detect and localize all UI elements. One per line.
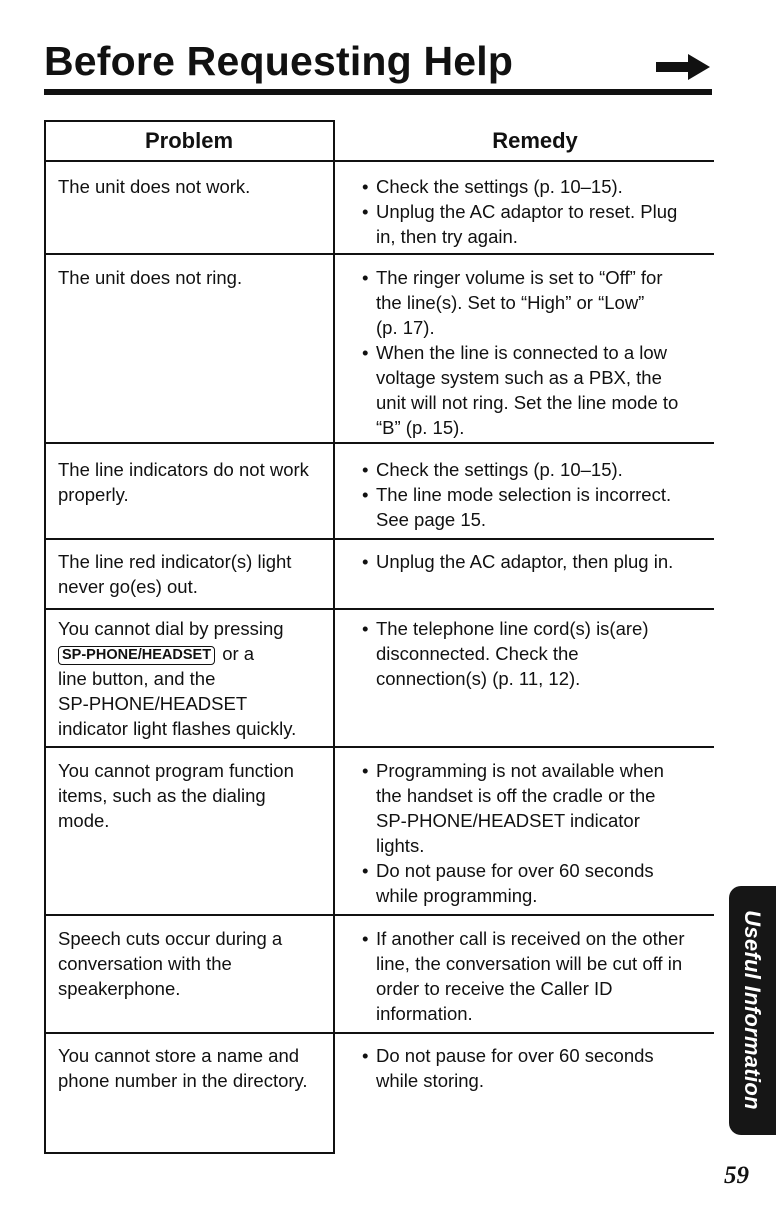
problem-text: SP-PHONE/HEADSET [58, 693, 248, 714]
problem-text: conversation with the [58, 953, 232, 974]
row-left-border [44, 442, 46, 539]
table-row-problem [58, 1043, 338, 1093]
table-row-problem [58, 926, 338, 1001]
remedy-text: while storing. [376, 1070, 484, 1091]
problem-text: phone number in the directory. [58, 1070, 308, 1091]
remedy-bullet: • The ringer volume is set to “Off” for the line(s). Set to “High” or “Low” (p. 17). [362, 265, 717, 340]
remedy-text: the line(s). Set to “High” or “Low” [376, 292, 645, 313]
remedy-bullet: • The line mode selection is incorrect. See page 15. [362, 482, 717, 532]
row-separator [44, 746, 714, 748]
row-left-border [44, 914, 46, 1033]
row-separator [44, 538, 714, 540]
remedy-bullet: • Unplug the AC adaptor, then plug in. [362, 549, 717, 574]
remedy-text: Check the settings (p. 10–15). [376, 176, 623, 197]
remedy-bullet: • Do not pause for over 60 seconds while programming. [362, 858, 717, 908]
problem-text: The unit does not work. [58, 176, 251, 197]
remedy-text: lights. [376, 835, 425, 856]
remedy-text: unit will not ring. Set the line mode to [376, 392, 679, 413]
remedy-text: line, the conversation will be cut off in [376, 953, 683, 974]
remedy-text: Do not pause for over 60 seconds [376, 1045, 654, 1066]
title-underline [44, 89, 712, 95]
remedy-bullet: • Unplug the AC adaptor to reset. Plug in, then try again. [362, 199, 717, 249]
table-row-problem [58, 549, 338, 599]
table-row-problem [58, 616, 338, 741]
remedy-text: The ringer volume is set to “Off” for [376, 267, 663, 288]
remedy-text: Programming is not available when [376, 760, 664, 781]
remedy-bullet: • The telephone line cord(s) is(are) disconnected. Check the connection(s) (p. 11, 12). [362, 616, 717, 691]
row-separator [44, 914, 714, 916]
remedy-bullet: • Do not pause for over 60 seconds while storing. [362, 1043, 717, 1093]
remedy-text: “B” (p. 15). [376, 417, 465, 438]
remedy-text: information. [376, 1003, 473, 1024]
table-row-remedy [362, 926, 717, 1026]
header-separator [44, 160, 714, 162]
problem-text: Speech cuts occur during a [58, 928, 283, 949]
remedy-text: in, then try again. [376, 226, 518, 247]
side-tab-label: Useful Information [740, 910, 765, 1110]
remedy-text: SP-PHONE/HEADSET indicator [376, 810, 640, 831]
table-row-problem [58, 174, 338, 199]
remedy-text: Unplug the AC adaptor, then plug in. [376, 551, 674, 572]
table-top-border [44, 120, 334, 122]
remedy-text: The line mode selection is incorrect. [376, 484, 672, 505]
table-row-remedy [362, 265, 717, 440]
remedy-bullet: • Check the settings (p. 10–15). [362, 457, 717, 482]
remedy-text: See page 15. [376, 509, 487, 530]
remedy-text: If another call is received on the other [376, 928, 685, 949]
row-left-border [44, 253, 46, 443]
row-left-border [44, 746, 46, 915]
remedy-text: disconnected. Check the [376, 643, 579, 664]
row-left-border [44, 160, 46, 254]
table-row-problem [58, 758, 338, 833]
problem-text: never go(es) out. [58, 576, 198, 597]
problem-text: indicator light flashes quickly. [58, 718, 297, 739]
remedy-bullet: • If another call is received on the other line, the conversation will be cut off in order to receive the Caller ID information. [362, 926, 717, 1026]
page-number: 59 [724, 1162, 749, 1189]
row-separator [44, 1032, 714, 1034]
problem-text: items, such as the dialing [58, 785, 266, 806]
remedy-text: voltage system such as a PBX, the [376, 367, 662, 388]
table-row-problem [58, 265, 338, 290]
remedy-text: connection(s) (p. 11, 12). [376, 668, 581, 689]
table-row-remedy [362, 457, 717, 532]
row-separator [44, 442, 714, 444]
table-row-remedy [362, 174, 717, 249]
remedy-text: order to receive the Caller ID [376, 978, 613, 999]
problem-text: mode. [58, 810, 110, 831]
remedy-text: the handset is off the cradle or the [376, 785, 656, 806]
problem-text: line button, and the [58, 668, 216, 689]
remedy-text: Check the settings (p. 10–15). [376, 459, 623, 480]
row-separator [44, 253, 714, 255]
problem-text: You cannot store a name and [58, 1045, 300, 1066]
row-separator [44, 608, 714, 610]
table-row-remedy [362, 549, 717, 574]
remedy-text: (p. 17). [376, 317, 435, 338]
right-arrow-icon [654, 52, 712, 82]
table-row-remedy [362, 758, 717, 908]
page-title: Before Requesting Help [44, 38, 514, 84]
table-row-problem [58, 457, 338, 507]
sp-phone-headset-key: SP-PHONE/HEADSET [58, 646, 215, 665]
problem-text-suffix: or a [222, 643, 255, 664]
row-left-border [44, 608, 46, 747]
remedy-text: Do not pause for over 60 seconds [376, 860, 654, 881]
table-bottom-border [44, 1152, 335, 1154]
row-left-border [44, 538, 46, 609]
column-header-remedy: Remedy [492, 128, 578, 153]
column-header-problem: Problem [144, 128, 234, 153]
problem-text: The line red indicator(s) light [58, 551, 292, 572]
row-left-border [44, 1032, 46, 1154]
table-row-remedy [362, 1043, 717, 1093]
remedy-bullet: • Check the settings (p. 10–15). [362, 174, 717, 199]
remedy-bullet: • When the line is connected to a low voltage system such as a PBX, the unit will not ring. Set the line mode to “B” (p. 15). [362, 340, 717, 440]
problem-text: The unit does not ring. [58, 267, 243, 288]
problem-text: properly. [58, 484, 129, 505]
problem-text: You cannot program function [58, 760, 294, 781]
remedy-bullet: • Programming is not available when the handset is off the cradle or the SP-PHONE/HEADSET indicator lights. [362, 758, 717, 858]
remedy-text: while programming. [376, 885, 538, 906]
problem-text: The line indicators do not work [58, 459, 309, 480]
problem-text: You cannot dial by pressing [58, 618, 284, 639]
remedy-text: Unplug the AC adaptor to reset. Plug [376, 201, 678, 222]
remedy-text: When the line is connected to a low [376, 342, 668, 363]
problem-text: speakerphone. [58, 978, 181, 999]
problem-text [58, 641, 338, 666]
table-row-remedy [362, 616, 717, 691]
remedy-text: The telephone line cord(s) is(are) [376, 618, 649, 639]
